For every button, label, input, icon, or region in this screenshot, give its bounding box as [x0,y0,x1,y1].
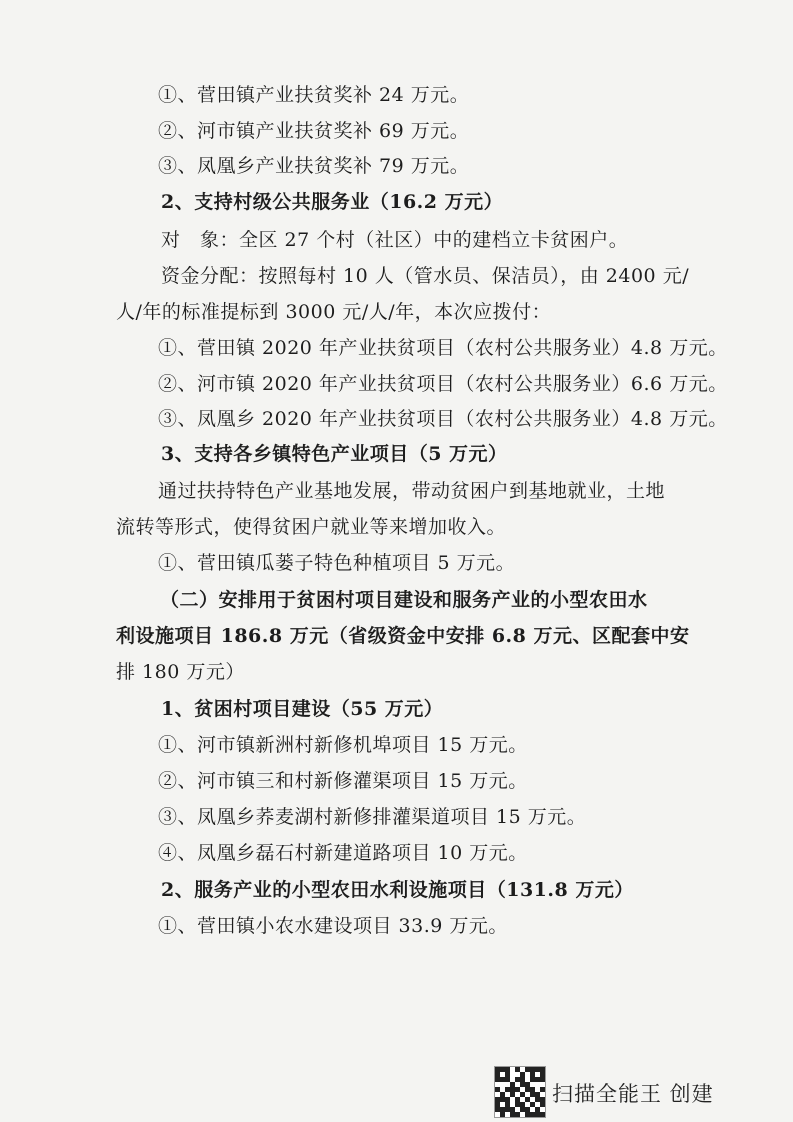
section-heading: （二）安排用于贫困村项目建设和服务产业的小型农田水 [160,589,648,611]
watermark-text: 扫描全能王 创建 [552,1082,714,1106]
item-line: ③、凤凰乡产业扶贫奖补 79 万元。 [158,155,470,177]
section-heading: 1、贫困村项目建设（55 万元） [161,698,444,720]
item-line: ②、河市镇 2020 年产业扶贫项目（农村公共服务业）6.6 万元。 [158,373,728,395]
paragraph-line: 资金分配：按照每村 10 人（管水员、保洁员），由 2400 元/ [161,265,690,287]
section-heading: 利设施项目 186.8 万元（省级资金中安排 6.8 万元、区配套中安 [116,625,690,647]
item-line: ②、河市镇产业扶贫奖补 69 万元。 [158,120,470,142]
section-heading: 2、服务产业的小型农田水利设施项目（131.8 万元） [161,879,634,901]
paragraph-line: 通过扶持特色产业基地发展，带动贫困户到基地就业，土地 [158,480,666,502]
section-heading: 3、支持各乡镇特色产业项目（5 万元） [161,443,508,465]
item-line: ①、菅田镇产业扶贫奖补 24 万元。 [158,84,470,106]
paragraph-line: 流转等形式，使得贫困户就业等来增加收入。 [116,516,507,538]
item-line: ①、菅田镇 2020 年产业扶贫项目（农村公共服务业）4.8 万元。 [158,337,728,359]
item-line: ①、菅田镇瓜蒌子特色种植项目 5 万元。 [158,552,516,574]
paragraph-line: 人/年的标准提标到 3000 元/人/年，本次应拨付： [116,301,552,323]
item-line: ③、凤凰乡荞麦湖村新修排灌渠道项目 15 万元。 [158,806,587,828]
section-heading: 2、支持村级公共服务业（16.2 万元） [161,191,504,213]
item-line: ①、菅田镇小农水建设项目 33.9 万元。 [158,915,508,937]
item-line: ②、河市镇三和村新修灌渠项目 15 万元。 [158,770,528,792]
item-line: ①、河市镇新洲村新修机埠项目 15 万元。 [158,734,528,756]
scanner-watermark [490,1064,780,1120]
qr-code-icon [494,1066,546,1118]
paragraph-line: 对 象：全区 27 个村（社区）中的建档立卡贫困户。 [161,229,629,251]
item-line: ③、凤凰乡 2020 年产业扶贫项目（农村公共服务业）4.8 万元。 [158,408,728,430]
item-line: ④、凤凰乡磊石村新建道路项目 10 万元。 [158,842,528,864]
paragraph-line: 排 180 万元） [116,661,245,683]
